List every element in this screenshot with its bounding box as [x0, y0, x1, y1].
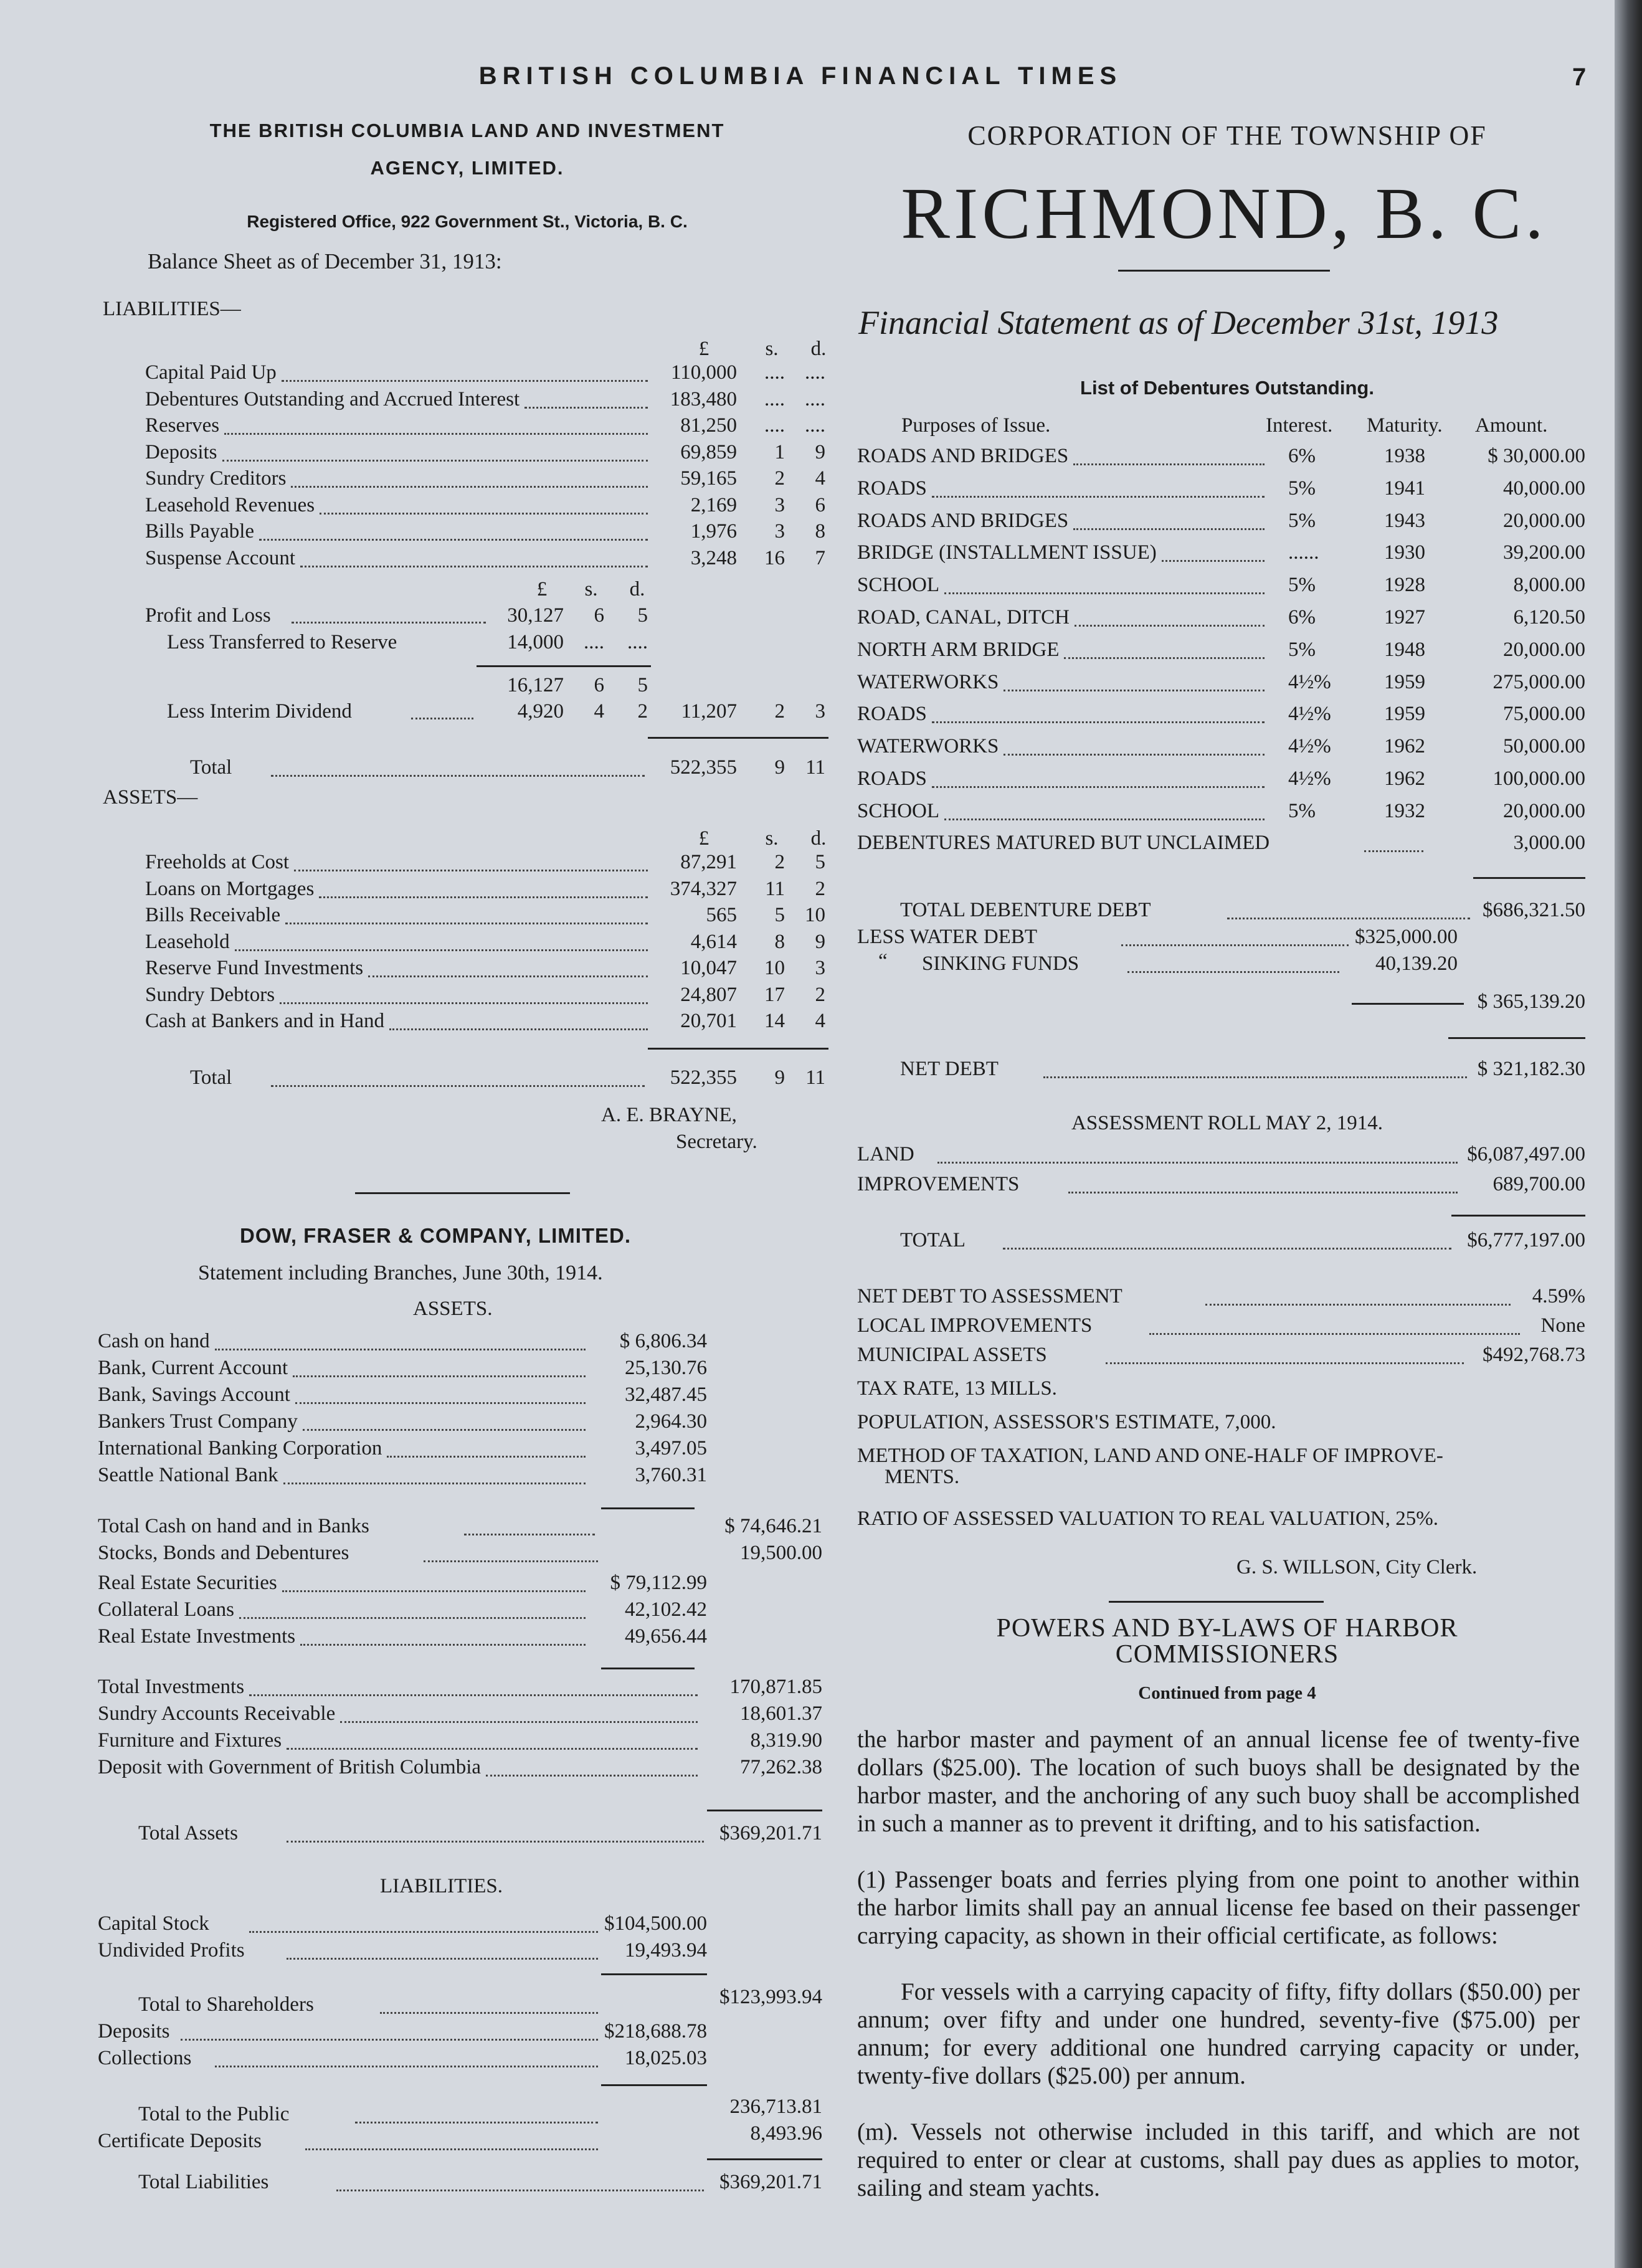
matured-label: DEBENTURES MATURED BUT UNCLAIMED [857, 832, 1270, 854]
debenture-maturity: 1962 [1384, 735, 1425, 758]
table-row-pence: 5 [815, 851, 825, 873]
table-row-pounds: 1,976 [690, 520, 737, 543]
method-line2: MENTS. [885, 1466, 960, 1488]
lid-shillings: 4 [594, 700, 604, 723]
dot-leader [285, 923, 648, 924]
harbor-paragraph-1: the harbor master and payment of an annual license fee of twenty-five dollars ($25.00). The location of such buoys shall be designated by the harbor master, and the anchoring of any such buoy shall be accomplished in such a manner as to prevent it drifting, and to his satisfaction. [857, 1726, 1580, 1837]
table-row-shillings: .... [764, 387, 785, 410]
pl-label: Profit and Loss [145, 604, 271, 627]
dot-leader [294, 870, 648, 871]
debenture-purpose: ROADS AND BRIDGES [857, 509, 1069, 532]
dow-cert-label: Certificate Deposits [98, 2130, 262, 2152]
debenture-purpose: ROAD, CANAL, DITCH [857, 606, 1070, 629]
table-row-pounds: 81,250 [680, 414, 737, 437]
dow-assets-head: ASSETS. [413, 1298, 493, 1320]
table-row-pounds: 110,000 [670, 361, 737, 384]
debenture-interest: 5% [1288, 574, 1316, 597]
assets-total-pence: 11 [805, 1066, 825, 1089]
debenture-amount: 50,000.00 [1503, 735, 1585, 758]
table-row-pounds: 3,248 [690, 546, 737, 569]
table-row-label: Freeholds at Cost [145, 851, 289, 873]
debenture-interest: 5% [1288, 799, 1316, 822]
liab-total-label: Total [190, 756, 232, 779]
dot-leader [300, 566, 648, 567]
table-row-pounds: 565 [706, 904, 737, 926]
dow-tsh: $123,993.94 [719, 1986, 822, 2008]
improvements-amount: 689,700.00 [1493, 1173, 1585, 1195]
table-row-pence: 9 [815, 440, 825, 463]
ma-value: $492,768.73 [1483, 1344, 1585, 1366]
debenture-purpose: SCHOOL [857, 799, 940, 822]
unit-pence: d. [810, 338, 827, 360]
dow-deposits: $218,688.78 [604, 2020, 707, 2043]
table-row-pence: 10 [805, 904, 825, 926]
table-row-pounds: 24,807 [680, 983, 737, 1006]
dot-leader [932, 496, 1265, 498]
table-row-pence: 8 [815, 520, 825, 543]
table-row-pounds: 10,047 [680, 957, 737, 979]
dow-deposits-label: Deposits [98, 2020, 170, 2043]
pl-shillings: 6 [594, 604, 604, 627]
debenture-interest: ...... [1288, 541, 1319, 564]
dot-leader [283, 1483, 586, 1484]
dow-tliab-label: Total Liabilities [138, 2171, 269, 2193]
dot-leader [524, 407, 648, 409]
dot-leader [944, 592, 1265, 594]
debenture-amount: 20,000.00 [1503, 509, 1585, 532]
debenture-purpose: ROADS [857, 477, 927, 500]
table-row-pounds: 2,169 [690, 493, 737, 516]
debenture-amount: 20,000.00 [1503, 638, 1585, 661]
table-row-shillings: 17 [764, 983, 785, 1006]
list-item-label: Furniture and Fixtures [98, 1729, 282, 1752]
table-row-label: Capital Paid Up [145, 361, 277, 384]
pl-subtotal-shillings: 6 [594, 674, 604, 696]
list-item-label: Real Estate Investments [98, 1625, 296, 1648]
signer-title: Secretary. [676, 1131, 757, 1153]
bcland-office: Registered Office, 922 Government St., Victoria, B. C. [247, 212, 688, 231]
table-row-pence: .... [805, 414, 825, 437]
table-row-pounds: 4,614 [690, 930, 737, 953]
dot-leader [944, 818, 1265, 820]
table-row-pence: 4 [815, 1010, 825, 1032]
debenture-maturity: 1943 [1384, 509, 1425, 532]
dot-leader [1073, 528, 1265, 530]
table-row-shillings: .... [764, 414, 785, 437]
unit-pounds: £ [698, 338, 709, 360]
li-value: None [1540, 1314, 1585, 1337]
lid-total-pounds: 11,207 [681, 700, 737, 723]
list-item-value: 3,760.31 [635, 1464, 707, 1486]
list-item-label: Cash on hand [98, 1330, 210, 1352]
table-row-label: Sundry Debtors [145, 983, 275, 1006]
debenture-purpose: ROADS AND BRIDGES [857, 445, 1069, 467]
page-number: 7 [1572, 64, 1587, 91]
table-row-shillings: 3 [774, 493, 785, 516]
list-item-label: Bank, Savings Account [98, 1383, 290, 1406]
table-row-label: Cash at Bankers and in Hand [145, 1010, 384, 1032]
list-item-value: 32,487.45 [625, 1383, 707, 1406]
dot-leader [932, 786, 1265, 788]
debenture-maturity: 1938 [1384, 445, 1425, 467]
debenture-interest: 4½% [1288, 735, 1331, 758]
dot-leader [235, 949, 648, 951]
assets-total-shillings: 9 [774, 1066, 785, 1089]
table-row-pence: 3 [815, 957, 825, 979]
table-row-pence: .... [805, 387, 825, 410]
running-header: BRITISH COLUMBIA FINANCIAL TIMES [478, 62, 1122, 90]
dow-undivided: 19,493.94 [625, 1939, 707, 1962]
debenture-interest: 4½% [1288, 670, 1331, 693]
binding-edge [1615, 0, 1642, 2268]
table-row-shillings: 10 [764, 957, 785, 979]
table-row-label: Deposits [145, 440, 217, 463]
pl-unit-shillings: s. [584, 578, 598, 600]
dot-leader [239, 1617, 586, 1619]
list-item-value: 25,130.76 [625, 1357, 707, 1379]
table-row-shillings: 8 [774, 930, 785, 953]
list-item-value: 18,601.37 [740, 1702, 822, 1725]
table-row-shillings: 11 [765, 877, 785, 900]
continued-note: Continued from page 4 [1138, 1683, 1316, 1703]
tax-rate: TAX RATE, 13 MILLS. [857, 1377, 1057, 1400]
debenture-purpose: ROADS [857, 767, 927, 790]
table-row-pence: 4 [815, 467, 825, 490]
col-amount: Amount. [1475, 414, 1548, 437]
liab-total-shillings: 9 [774, 756, 785, 779]
bcland-title-line1: THE BRITISH COLUMBIA LAND AND INVESTMENT [209, 120, 725, 141]
table-row-shillings: 16 [764, 546, 785, 569]
table-row-label: Leasehold Revenues [145, 493, 315, 516]
debenture-purpose: BRIDGE (INSTALLMENT ISSUE) [857, 541, 1157, 564]
sf-label: SINKING FUNDS [922, 952, 1080, 975]
dot-leader [303, 1429, 586, 1431]
dot-leader [224, 433, 648, 435]
table-row-label: Bills Payable [145, 520, 255, 543]
list-item-label: Real Estate Securities [98, 1572, 277, 1594]
debenture-amount: 20,000.00 [1503, 799, 1585, 822]
table-row-label: Reserves [145, 414, 220, 437]
lwd-amount: $325,000.00 [1355, 926, 1458, 948]
dot-leader [387, 1456, 586, 1458]
debenture-purpose: SCHOOL [857, 574, 940, 597]
debenture-maturity: 1927 [1384, 606, 1425, 629]
col-maturity: Maturity. [1367, 414, 1443, 437]
tdd-amount: $686,321.50 [1483, 899, 1585, 921]
harbor-paragraph-3: For vessels with a carrying capacity of fifty, fifty dollars ($50.00) per annum; over fifty and under one hundred, seventy-five ($75.00) per annum; for every additional one hundred carrying capacity or under, twenty-five dollars ($25.00) per annum. [857, 1978, 1580, 2089]
debenture-purpose: WATERWORKS [857, 735, 999, 758]
lwd-label: LESS WATER DEBT [857, 926, 1038, 948]
dow-stocks-label: Stocks, Bonds and Debentures [98, 1542, 349, 1564]
land-label: LAND [857, 1143, 914, 1165]
corp-heading: CORPORATION OF THE TOWNSHIP OF [967, 120, 1487, 151]
roll-total-label: TOTAL [900, 1229, 966, 1251]
assets-total-label: Total [190, 1066, 232, 1089]
lid-total-shillings: 2 [774, 700, 785, 723]
debenture-maturity: 1928 [1384, 574, 1425, 597]
assets-unit-pounds: £ [698, 827, 709, 850]
dot-leader [368, 975, 648, 977]
nda-value: 4.59% [1532, 1285, 1585, 1307]
table-row-pence: 9 [815, 930, 825, 953]
dow-undivided-label: Undivided Profits [98, 1939, 245, 1962]
list-item-label: Deposit with Government of British Columbia [98, 1756, 482, 1778]
debenture-amount: $ 30,000.00 [1488, 445, 1585, 467]
improvements-label: IMPROVEMENTS [857, 1173, 1020, 1195]
dot-leader [291, 486, 648, 488]
matured-amount: 3,000.00 [1513, 832, 1585, 854]
dot-leader [1004, 754, 1265, 756]
debenture-amount: 75,000.00 [1503, 703, 1585, 726]
dot-leader [1075, 625, 1265, 627]
debenture-maturity: 1941 [1384, 477, 1425, 500]
table-row-pounds: 20,701 [680, 1010, 737, 1032]
table-row-label: Loans on Mortgages [145, 877, 315, 900]
list-item-value: 2,964.30 [635, 1410, 707, 1433]
lid-total-pence: 3 [815, 700, 825, 723]
table-row-label: Debentures Outstanding and Accrued Interest [145, 387, 520, 410]
debenture-interest: 4½% [1288, 767, 1331, 790]
roll-total-amount: $6,777,197.00 [1467, 1229, 1585, 1251]
debenture-purpose: ROADS [857, 703, 927, 726]
list-item-value: 77,262.38 [740, 1756, 822, 1778]
debenture-interest: 5% [1288, 477, 1316, 500]
debenture-amount: 100,000.00 [1493, 767, 1585, 790]
dot-leader [319, 896, 648, 898]
dot-leader [222, 460, 648, 462]
tdd-label: TOTAL DEBENTURE DEBT [900, 899, 1151, 921]
liab-total-pence: 11 [805, 756, 825, 779]
table-row-shillings: .... [764, 361, 785, 384]
col-interest: Interest. [1266, 414, 1333, 437]
assets-unit-shillings: s. [765, 827, 779, 850]
pl-pence: 5 [637, 604, 648, 627]
harbor-paragraph-4: (m). Vessels not otherwise included in this tariff, and which are not required to enter or clear at customs, shall pay dues as applies to motor, sailing and steam yachts. [857, 2119, 1580, 2201]
list-item-label: Sundry Accounts Receivable [98, 1702, 336, 1725]
dot-leader [287, 1748, 698, 1750]
dot-leader [320, 513, 648, 515]
table-row-pence: .... [805, 361, 825, 384]
dow-tsh-label: Total to Shareholders [138, 1993, 314, 2016]
dot-leader [389, 1028, 648, 1030]
harbor-paragraph-2: (1) Passenger boats and ferries plying from one point to another within the harbor limits shall pay an annual license fee based on their passenger carrying capacity, as shown in their official certificate, as follows: [857, 1866, 1580, 1949]
debenture-interest: 6% [1288, 606, 1316, 629]
lid-pence: 2 [637, 700, 648, 723]
table-row-pence: 6 [815, 493, 825, 516]
dow-title: DOW, FRASER & COMPANY, LIMITED. [240, 1224, 632, 1247]
table-row-pounds: 69,859 [680, 440, 737, 463]
financial-statement-heading: Financial Statement as of December 31st, 1913 [858, 304, 1499, 341]
dot-leader [280, 1002, 648, 1004]
table-row-shillings: 2 [774, 467, 785, 490]
dot-leader [293, 1375, 586, 1377]
debenture-interest: 6% [1288, 445, 1316, 467]
table-row-label: Suspense Account [145, 546, 296, 569]
dow-capital: $104,500.00 [604, 1912, 707, 1935]
table-row-pence: 2 [815, 983, 825, 1006]
dow-liabilities-head: LIABILITIES. [380, 1875, 503, 1897]
bcland-liabilities-label: LIABILITIES— [103, 298, 241, 320]
debenture-interest: 5% [1288, 638, 1316, 661]
richmond-rule [1118, 270, 1330, 272]
ltr-shillings: .... [584, 631, 604, 653]
table-row-shillings: 5 [774, 904, 785, 926]
dow-total-cash: $ 74,646.21 [724, 1515, 822, 1537]
debenture-maturity: 1962 [1384, 767, 1425, 790]
dot-leader [1004, 690, 1265, 691]
list-item-label: Bank, Current Account [98, 1357, 288, 1379]
debenture-maturity: 1948 [1384, 638, 1425, 661]
debenture-amount: 39,200.00 [1503, 541, 1585, 564]
list-item-value: 49,656.44 [625, 1625, 707, 1648]
ma-label: MUNICIPAL ASSETS [857, 1344, 1047, 1366]
debenture-interest: 4½% [1288, 703, 1331, 726]
list-item-label: Total Investments [98, 1676, 245, 1698]
net-debt-label: NET DEBT [900, 1058, 999, 1080]
section-divider [355, 1192, 570, 1194]
less-dividend-label: Less Interim Dividend [167, 700, 352, 723]
list-item-label: Bankers Trust Company [98, 1410, 298, 1433]
dow-cert: 8,493.96 [750, 2122, 822, 2145]
dot-leader [249, 1694, 698, 1696]
dot-leader [300, 1644, 586, 1646]
dot-leader [282, 380, 648, 382]
powers-heading-line1: POWERS AND BY-LAWS OF HARBOR [996, 1614, 1458, 1643]
dow-collections-label: Collections [98, 2047, 192, 2069]
list-item-label: International Banking Corporation [98, 1437, 382, 1459]
dot-leader [486, 1775, 698, 1777]
dot-leader [282, 1590, 586, 1592]
debenture-purpose: WATERWORKS [857, 670, 999, 693]
list-item-value: 42,102.42 [625, 1598, 707, 1621]
sf-quote: “ [878, 950, 888, 972]
dow-tliab: $369,201.71 [719, 2171, 822, 2193]
pl-pounds: 30,127 [507, 604, 564, 627]
net-debt-amount: $ 321,182.30 [1477, 1058, 1585, 1080]
dow-collections: 18,025.03 [625, 2047, 707, 2069]
pl-subtotal-pounds: 16,127 [507, 674, 564, 696]
debenture-amount: 40,000.00 [1503, 477, 1585, 500]
table-row-shillings: 2 [774, 851, 785, 873]
debentures-list-heading: List of Debentures Outstanding. [1080, 377, 1374, 399]
dot-leader [295, 1402, 586, 1404]
less-transferred-label: Less Transferred to Reserve [167, 631, 397, 653]
dot-leader [215, 1349, 586, 1350]
pl-subtotal-pence: 5 [637, 674, 648, 696]
city-clerk: G. S. WILLSON, City Clerk. [1236, 1556, 1478, 1578]
signer-name: A. E. BRAYNE, [601, 1104, 737, 1126]
powers-rule [1109, 1601, 1324, 1603]
dow-total-cash-label: Total Cash on hand and in Banks [98, 1515, 369, 1537]
ratio: RATIO OF ASSESSED VALUATION TO REAL VALUATION, 25%. [857, 1507, 1438, 1530]
assets-unit-pence: d. [810, 827, 827, 850]
dow-total-assets: $369,201.71 [719, 1822, 822, 1844]
li-label: LOCAL IMPROVEMENTS [857, 1314, 1093, 1337]
bcland-assets-label: ASSETS— [103, 786, 198, 809]
list-item-value: $ 6,806.34 [619, 1330, 707, 1352]
list-item-label: Seattle National Bank [98, 1464, 278, 1486]
sf-amount: 40,139.20 [1375, 952, 1458, 975]
ltr-pence: .... [627, 631, 648, 653]
table-row-pounds: 59,165 [680, 467, 737, 490]
debenture-purpose: NORTH ARM BRIDGE [857, 638, 1060, 661]
list-item-value: 3,497.05 [635, 1437, 707, 1459]
table-row-label: Reserve Fund Investments [145, 957, 364, 979]
debenture-interest: 5% [1288, 509, 1316, 532]
dow-capital-label: Capital Stock [98, 1912, 209, 1935]
debenture-amount: 8,000.00 [1513, 574, 1585, 597]
list-item-label: Collateral Loans [98, 1598, 235, 1621]
table-row-shillings: 3 [774, 520, 785, 543]
table-row-shillings: 1 [774, 440, 785, 463]
population: POPULATION, ASSESSOR'S ESTIMATE, 7,000. [857, 1411, 1276, 1433]
debenture-maturity: 1959 [1384, 670, 1425, 693]
assets-total-pounds: 522,355 [670, 1066, 737, 1089]
table-row-pence: 7 [815, 546, 825, 569]
table-row-pounds: 183,480 [670, 387, 737, 410]
richmond-heading: RICHMOND, B. C. [901, 173, 1547, 254]
debenture-maturity: 1932 [1384, 799, 1425, 822]
table-row-label: Leasehold [145, 930, 230, 953]
debenture-amount: 6,120.50 [1513, 606, 1585, 629]
land-amount: $6,087,497.00 [1467, 1143, 1585, 1165]
list-item-value: $ 79,112.99 [610, 1572, 707, 1594]
list-item-value: 170,871.85 [729, 1676, 822, 1698]
bcland-balance-date: Balance Sheet as of December 31, 1913: [148, 249, 502, 273]
dot-leader [1073, 463, 1265, 465]
debenture-amount: 275,000.00 [1493, 670, 1585, 693]
less-total: $ 365,139.20 [1477, 990, 1585, 1013]
unit-shillings: s. [765, 338, 779, 360]
method-line1: METHOD OF TAXATION, LAND AND ONE-HALF OF IMPROVE- [857, 1445, 1443, 1467]
dow-total-assets-label: Total Assets [138, 1822, 238, 1844]
powers-heading-line2: COMMISSIONERS [1115, 1640, 1339, 1669]
dow-statement: Statement including Branches, June 30th, 1914. [198, 1261, 603, 1284]
table-row-pounds: 374,327 [670, 877, 737, 900]
col-purpose: Purposes of Issue. [901, 414, 1051, 437]
debenture-maturity: 1959 [1384, 703, 1425, 726]
nda-label: NET DEBT TO ASSESSMENT [857, 1285, 1122, 1307]
assessment-roll-heading: ASSESSMENT ROLL MAY 2, 1914. [1071, 1112, 1383, 1134]
dow-tpub-label: Total to the Public [138, 2103, 290, 2125]
dow-stocks: 19,500.00 [740, 1542, 822, 1564]
dot-leader [1064, 657, 1265, 659]
dot-leader [340, 1721, 698, 1723]
debenture-maturity: 1930 [1384, 541, 1425, 564]
table-row-shillings: 14 [764, 1010, 785, 1032]
dot-leader [1162, 560, 1265, 562]
list-item-value: 8,319.90 [750, 1729, 822, 1752]
ltr-pounds: 14,000 [507, 631, 564, 653]
pl-unit-pence: d. [629, 578, 645, 600]
table-row-pence: 2 [815, 877, 825, 900]
bcland-title-line2: AGENCY, LIMITED. [370, 157, 564, 179]
dot-leader [259, 539, 648, 541]
liab-total-pounds: 522,355 [670, 756, 737, 779]
table-row-label: Bills Receivable [145, 904, 281, 926]
dot-leader [932, 721, 1265, 723]
dow-tpub: 236,713.81 [729, 2095, 822, 2118]
pl-unit-pounds: £ [536, 578, 548, 600]
table-row-label: Sundry Creditors [145, 467, 287, 490]
table-row-pounds: 87,291 [680, 851, 737, 873]
lid-pounds: 4,920 [517, 700, 564, 723]
